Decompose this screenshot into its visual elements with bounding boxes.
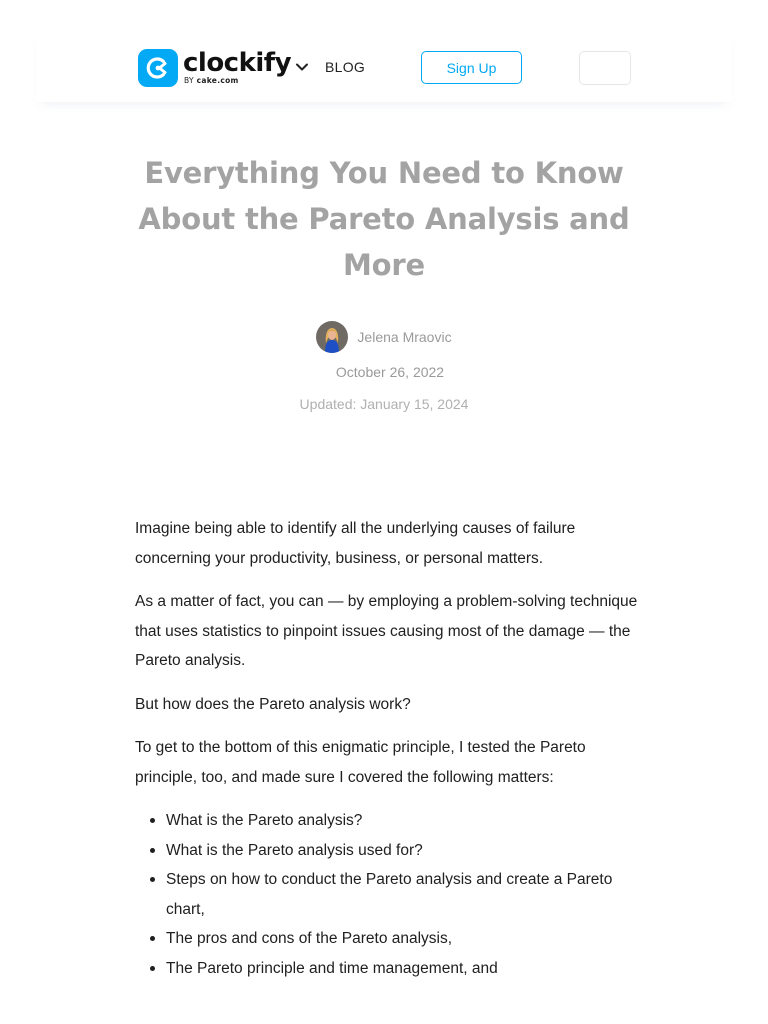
sign-up-button[interactable]: Sign Up bbox=[421, 51, 522, 84]
nav-blog-link[interactable]: BLOG bbox=[325, 59, 366, 75]
publish-date: October 26, 2022 bbox=[335, 364, 445, 380]
author-row bbox=[0, 321, 768, 353]
list-item: What is the Pareto analysis used for? bbox=[135, 836, 640, 866]
updated-date: Updated: January 15, 2024 bbox=[299, 396, 469, 412]
paragraph: To get to the bottom of this enigmatic principle, I tested the Pareto principle, too, and made sure I covered the following matters: bbox=[135, 739, 586, 786]
list-item: The Pareto principle and time management, and bbox=[135, 954, 640, 984]
author-avatar bbox=[316, 321, 348, 353]
list-item: The pros and cons of the Pareto analysis, bbox=[135, 924, 640, 954]
paragraph: But how does the Pareto analysis work? bbox=[135, 695, 411, 713]
site-header bbox=[36, 30, 732, 102]
list-item: What is the Pareto analysis? bbox=[135, 806, 640, 836]
paragraph: Imagine being able to identify all the underlying causes of failure concerning your productivity, business, or personal matters. bbox=[135, 520, 576, 567]
menu-button[interactable] bbox=[579, 51, 631, 85]
chevron-down-icon[interactable] bbox=[295, 62, 309, 72]
logo-wordmark: clockify bbox=[183, 48, 292, 78]
article-title: Everything You Need to Know About the Pareto Analysis and More bbox=[138, 156, 630, 282]
logo-byline: BY cake.com bbox=[184, 76, 239, 85]
author-name[interactable]: Jelena Mraovic bbox=[357, 329, 452, 345]
list-item: Steps on how to conduct the Pareto analysis and create a Pareto chart, bbox=[135, 865, 640, 924]
paragraph: As a matter of fact, you can — by employing a problem-solving technique that uses statistics to pinpoint issues causing most of the damage — the Pareto analysis. bbox=[135, 593, 638, 669]
topics-list bbox=[135, 806, 640, 983]
clockify-logo-icon bbox=[138, 49, 178, 87]
clockify-logo[interactable] bbox=[138, 49, 291, 87]
article-body bbox=[135, 514, 640, 983]
